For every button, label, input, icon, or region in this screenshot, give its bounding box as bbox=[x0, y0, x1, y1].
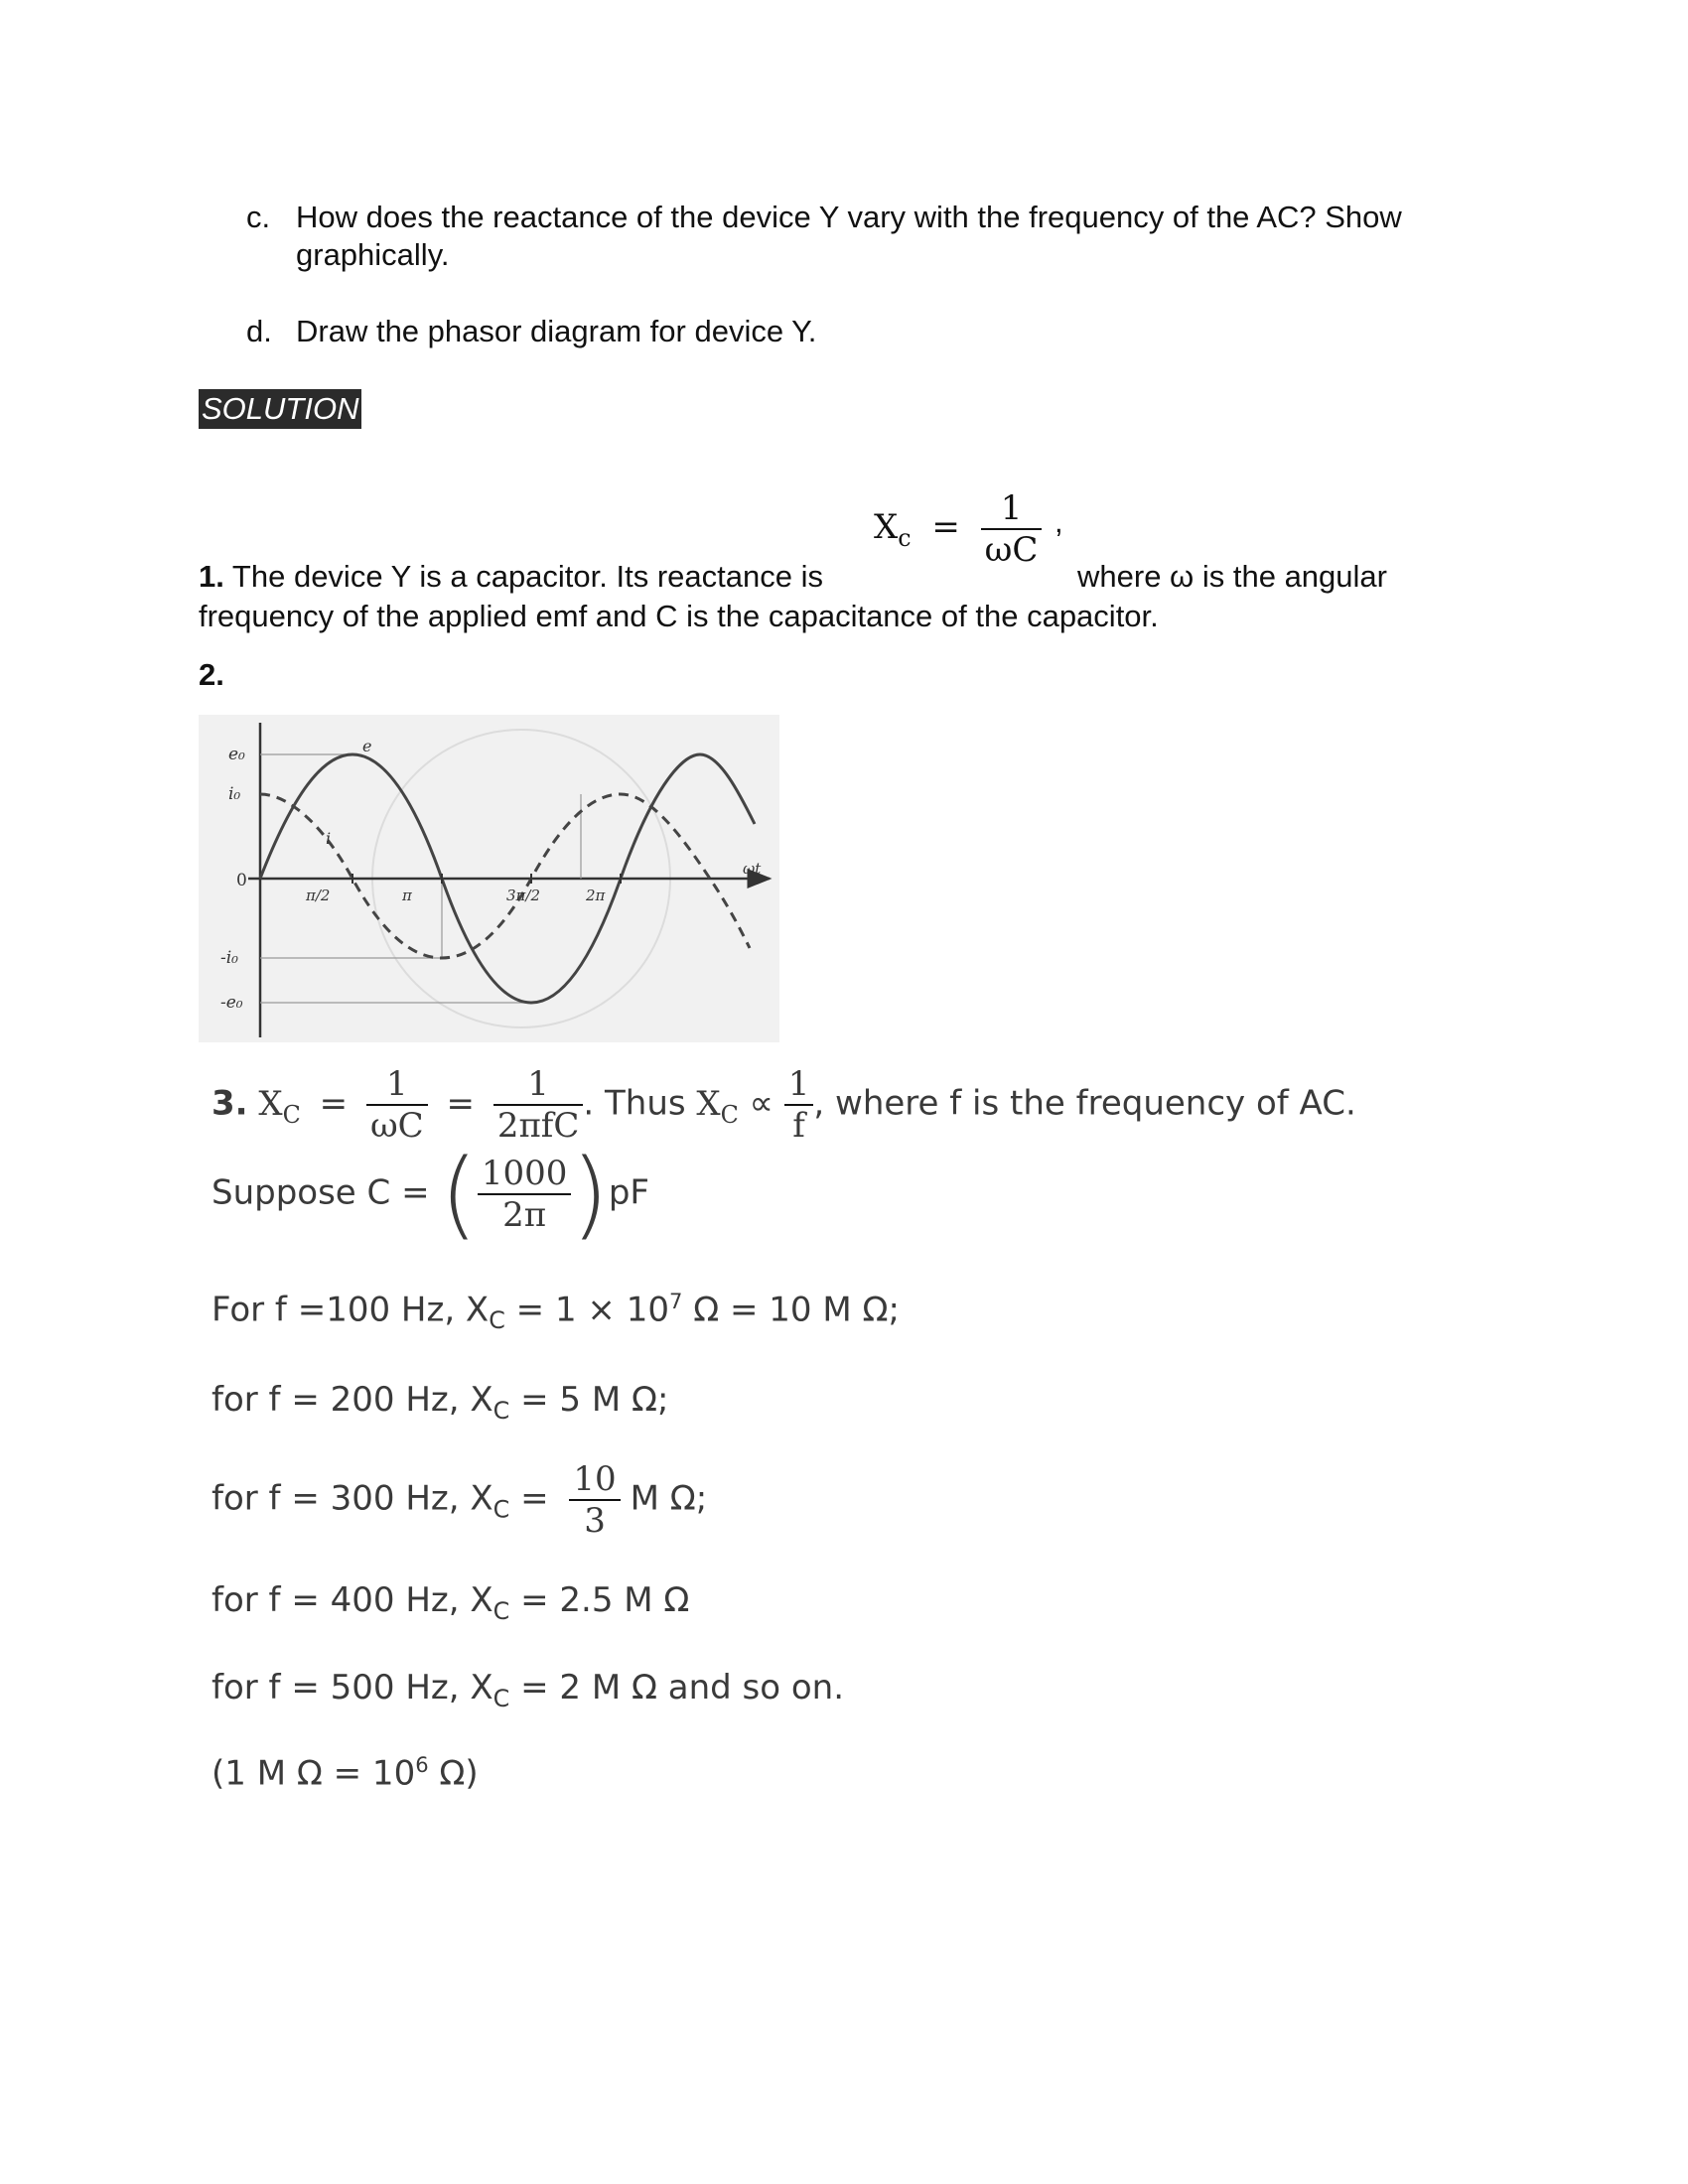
formula-numerator: 1 bbox=[1000, 488, 1023, 528]
question-label: d. bbox=[246, 314, 272, 348]
equals-1: = bbox=[319, 1083, 349, 1124]
label-zero: 0 bbox=[236, 871, 247, 890]
label-i0: i₀ bbox=[228, 784, 241, 804]
item-number: 3. bbox=[211, 1083, 248, 1124]
freq-line-300: for f = 300 Hz, $X_C$ = $\frac{10}{3}$ M Ω; bbox=[211, 1459, 708, 1541]
item1-text-c: frequency of the applied emf and C is the capacitance of the capacitor. bbox=[199, 599, 1159, 633]
formula-denominator: ωC bbox=[981, 528, 1043, 570]
fraction-10-3: $\frac{10}{3}$ bbox=[569, 1459, 620, 1541]
megaohm-definition: (1 M $\Omega = 10^6$ Ω) bbox=[211, 1752, 479, 1794]
left-paren: ( bbox=[440, 1139, 478, 1250]
proportional-symbol: ∝ bbox=[749, 1083, 774, 1124]
formula-sub: c bbox=[898, 523, 912, 552]
suppose-fraction: $\frac{1000}{2\pi}$ bbox=[478, 1154, 572, 1235]
graph-svg bbox=[199, 715, 779, 1042]
label-pi-2: π/2 bbox=[306, 887, 331, 904]
solution-badge: SOLUTION bbox=[199, 389, 361, 429]
question-text: How does the reactance of the device Y vary with the frequency of the AC? Show graphically. bbox=[296, 200, 1402, 272]
formula-eq: = bbox=[931, 507, 960, 547]
label-i: i bbox=[326, 829, 332, 848]
thus-text: . Thus bbox=[583, 1083, 686, 1124]
suppose-label: Suppose C = bbox=[211, 1172, 430, 1213]
item3-tail: , where f is the frequency of AC. bbox=[813, 1083, 1356, 1124]
suppose-unit: pF bbox=[608, 1172, 649, 1213]
xc-symbol: $X_C$ bbox=[258, 1083, 301, 1129]
item3-formula-line bbox=[211, 1064, 1356, 1146]
suppose-line bbox=[211, 1139, 649, 1250]
ac-capacitor-graph bbox=[199, 715, 779, 1042]
item-number: 1. bbox=[199, 559, 224, 594]
freq-line-200: for f = 200 Hz, $X_C = 5$ M Ω; bbox=[211, 1380, 669, 1425]
freq-line-500: for f = 500 Hz, $X_C = 2$ M Ω and so on. bbox=[211, 1668, 845, 1712]
freq-line-400: for f = 400 Hz, $X_C = 2.5$ M Ω bbox=[211, 1580, 690, 1625]
fraction-3: $\frac{1}{f}$ bbox=[784, 1064, 814, 1146]
label-2pi: 2π bbox=[586, 887, 606, 904]
current-curve bbox=[260, 794, 750, 958]
label-pi: π bbox=[402, 887, 412, 904]
xc-symbol-2: $X_C$ bbox=[696, 1083, 739, 1129]
item1-text-a: The device Y is a capacitor. Its reactance is bbox=[231, 559, 823, 594]
fraction-2: $\frac{1}{\text{2πfC}}$ bbox=[493, 1064, 584, 1146]
equals-2: = bbox=[446, 1083, 476, 1124]
item2-number: 2. bbox=[199, 657, 224, 692]
label-3pi-2: 3π/2 bbox=[506, 887, 540, 904]
label-neg-e0: -e₀ bbox=[220, 993, 243, 1013]
freq-line-100: For f =100 Hz, $X_C = 1 \times 10^7$ Ω = 10 M Ω; bbox=[211, 1289, 900, 1335]
reactance-formula bbox=[874, 488, 1042, 570]
label-e0: e₀ bbox=[228, 745, 245, 764]
fraction-1: $\frac{1}{\omega C}$ bbox=[366, 1064, 428, 1146]
label-wt: ωt bbox=[743, 860, 762, 878]
question-text: Draw the phasor diagram for device Y. bbox=[296, 314, 817, 348]
item1-line1 bbox=[199, 559, 823, 595]
formula-fraction bbox=[981, 488, 1043, 570]
right-paren: ) bbox=[571, 1139, 609, 1250]
label-e: e bbox=[362, 737, 372, 755]
formula-lhs: X bbox=[874, 507, 899, 547]
label-neg-i0: -i₀ bbox=[220, 948, 238, 968]
item1-text-b: where ω is the angular bbox=[1077, 559, 1387, 594]
question-label: c. bbox=[246, 200, 271, 234]
formula-comma: , bbox=[1055, 504, 1063, 539]
